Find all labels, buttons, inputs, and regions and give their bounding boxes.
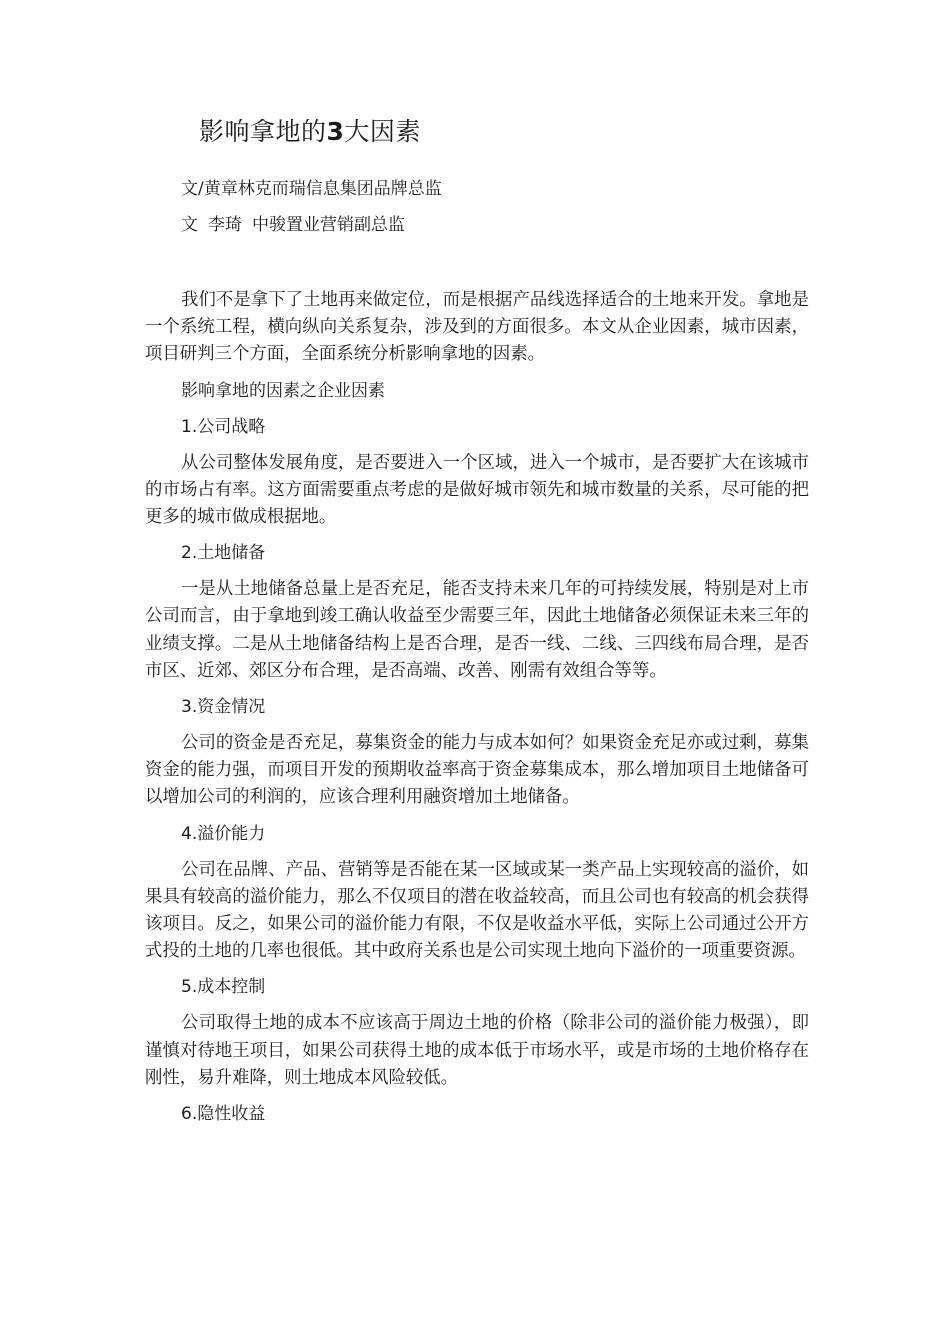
item-paragraph-1: 从公司整体发展角度，是否要进入一个区域，进入一个城市，是否要扩大在该城市的市场占有率。这方面需要重点考虑的是做好城市领先和城市数量的关系，尽可能的把更多的城市做成根据地。 (145, 452, 809, 528)
document-body (145, 287, 809, 1137)
item-heading-5 (145, 974, 809, 1001)
title-prefix: 影响拿地的 (199, 117, 327, 146)
item-paragraph-5: 公司取得土地的成本不应该高于周边土地的价格（除非公司的溢价能力极强），即谨慎对待地王项目，如果公司获得土地的成本低于市场水平，或是市场的土地价格存在刚性，易升难降，则土地成本风险较低。 (145, 1013, 809, 1088)
byline-2-title: 中骏置业营销副总监 (252, 215, 405, 235)
item-number: 2. (181, 543, 198, 564)
item-paragraph-3: 公司的资金是否充足，募集资金的能力与成本如何？如果资金充足亦或过剩，募集资金的能力强，而项目开发的预期收益率高于资金募集成本，那么增加项目土地储备可以增加公司的利润的，应该合理利用融资增加土地储备。 (145, 733, 809, 808)
byline-author-1: 文/黄章林克而瑞信息集团品牌总监 (181, 179, 442, 199)
item-heading-2 (145, 540, 809, 567)
document-title (199, 112, 421, 152)
item-heading-6 (145, 1101, 809, 1128)
item-heading-label: 资金情况 (197, 697, 266, 718)
intro-paragraph: 我们不是拿下了土地再来做定位，而是根据产品线选择适合的土地来开发。拿地是一个系统工程，横向纵向关系复杂，涉及到的方面很多。本文从企业因素，城市因素，项目研判三个方面，全面系统分析影响拿地的因素。 (145, 290, 809, 365)
item-heading-label: 土地储备 (197, 543, 266, 564)
item-number: 3. (181, 697, 198, 718)
byline-2-prefix: 文 (181, 215, 198, 235)
item-heading-4 (145, 821, 809, 848)
item-heading-label: 公司战略 (197, 416, 266, 437)
item-heading-1 (145, 414, 809, 441)
byline-2-name: 李琦 (208, 215, 242, 235)
item-heading-label: 溢价能力 (197, 823, 266, 844)
item-number: 6. (181, 1104, 198, 1125)
item-heading-3 (145, 694, 809, 721)
item-paragraph-2: 一是从土地储备总量上是否充足，能否支持未来几年的可持续发展，特别是对上市公司而言，由于拿地到竣工确认收益至少需要三年，因此土地储备必须保证未来三年的业绩支撑。二是从土地储备结构上是否合理，是否一线、二线、三四线布局合理，是否市区、近郊、郊区分布合理，是否高端、改善、刚需有效组合等等。 (145, 579, 809, 681)
title-number: 3 (326, 117, 345, 146)
item-number: 5. (181, 977, 198, 998)
item-number: 4. (181, 823, 198, 844)
title-suffix: 大因素 (344, 117, 421, 146)
section-heading: 影响拿地的因素之企业因素 (181, 380, 385, 401)
byline-author-2 (181, 212, 405, 238)
item-heading-label: 隐性收益 (197, 1104, 266, 1125)
item-paragraph-4: 公司在品牌、产品、营销等是否能在某一区域或某一类产品上实现较高的溢价，如果具有较高的溢价能力，那么不仅项目的潜在收益较高，而且公司也有较高的机会获得该项目。反之，如果公司的溢价能力有限，不仅是收益水平低，实际上公司通过公开方式投的土地的几率也很低。其中政府关系也是公司实现土地向下溢价的一项重要资源。 (145, 859, 809, 962)
item-number: 1. (181, 416, 198, 437)
item-heading-label: 成本控制 (197, 977, 266, 998)
